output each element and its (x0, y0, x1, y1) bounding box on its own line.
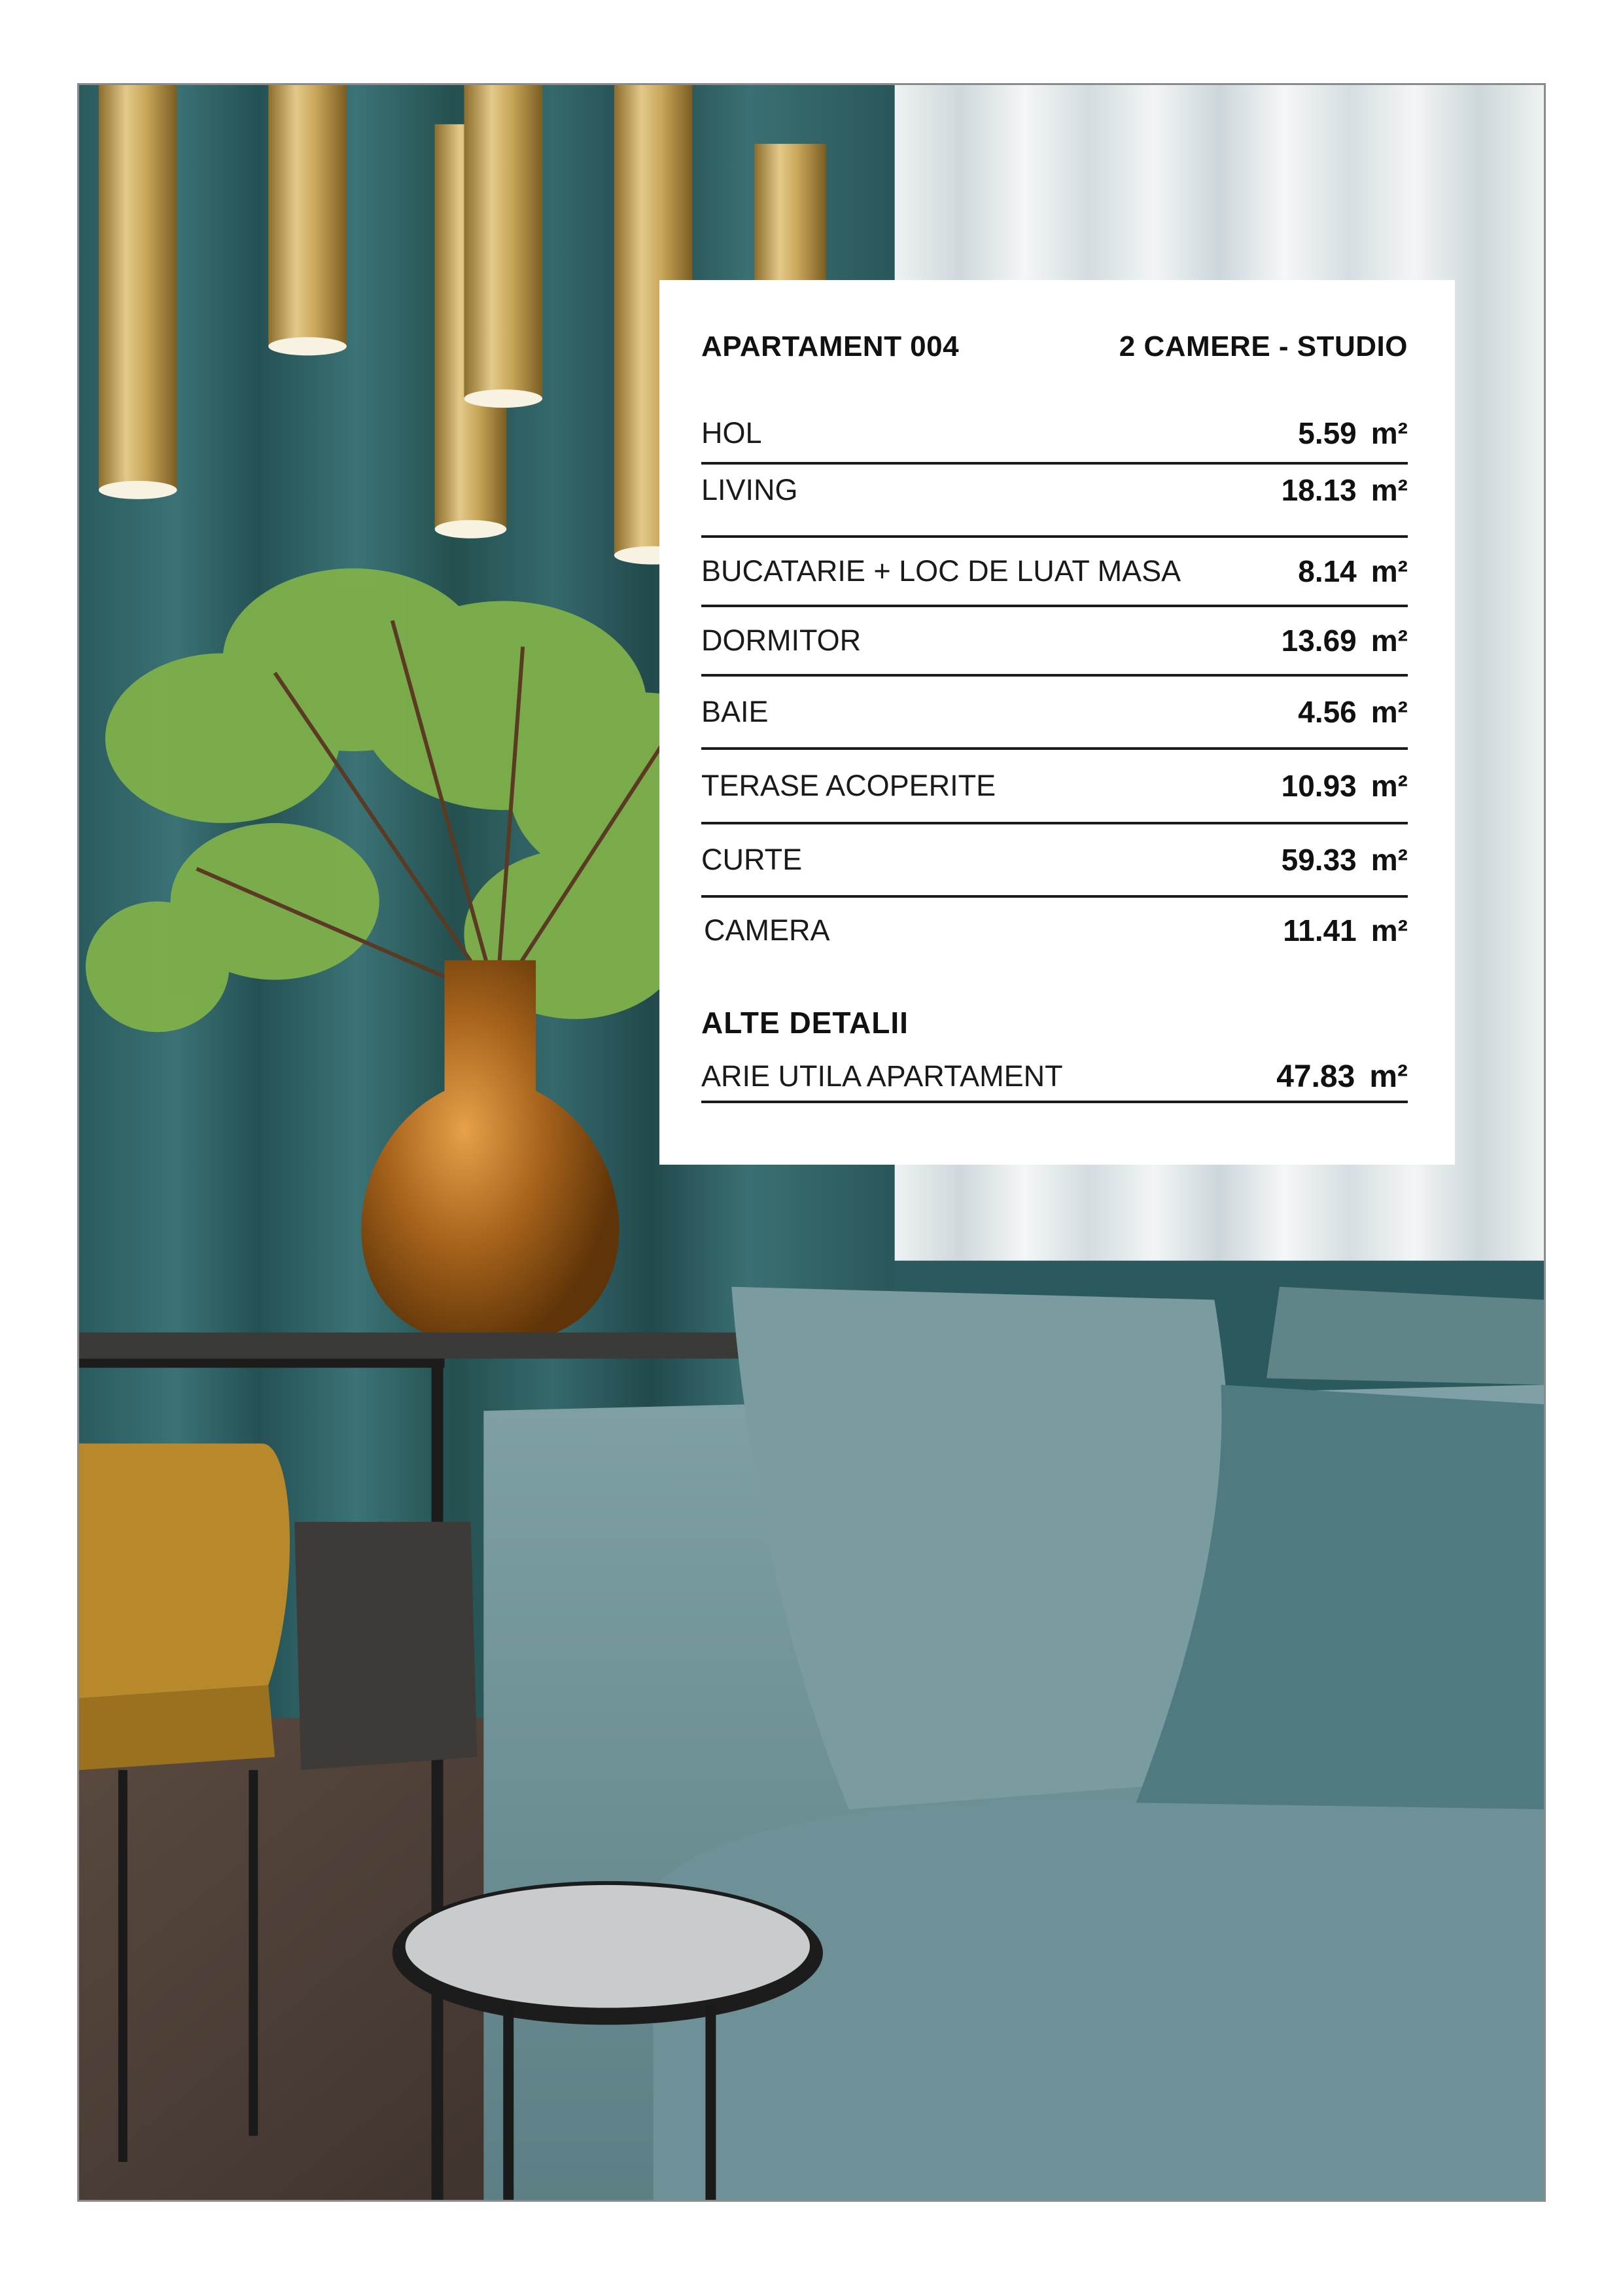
room-area: 8.14 m² (1298, 554, 1408, 588)
room-area: 4.56 m² (1298, 695, 1408, 729)
room-label: HOL (701, 416, 762, 450)
room-area: 13.69 m² (1281, 624, 1408, 658)
room-label: BAIE (701, 695, 769, 728)
mustard-chair (79, 1443, 290, 1698)
room-area: 5.59 m² (1298, 416, 1408, 450)
room-area: 11.41 m² (1283, 913, 1408, 947)
useful-area-label: ARIE UTILA APARTAMENT (701, 1059, 1063, 1093)
room-label: LIVING (701, 473, 798, 506)
apartment-spec-card (659, 280, 1455, 1165)
room-area: 59.33 m² (1281, 843, 1408, 877)
room-label: BUCATARIE + LOC DE LUAT MASA (701, 554, 1181, 588)
room-row-camera (701, 898, 1408, 963)
room-label: CURTE (701, 843, 803, 876)
useful-area-row (701, 1052, 1408, 1103)
card-header (701, 327, 1408, 366)
room-list (701, 404, 1408, 963)
room-row-living (701, 465, 1408, 538)
useful-area-value: 47.83 m² (1276, 1059, 1408, 1094)
room-row-hol (701, 404, 1408, 465)
room-row-baie (701, 677, 1408, 750)
other-details-title: ALTE DETALII (701, 1006, 909, 1040)
room-row-terase (701, 750, 1408, 824)
room-area: 18.13 m² (1281, 473, 1408, 507)
room-row-dormitor (701, 607, 1408, 677)
room-row-bucatarie (701, 538, 1408, 607)
room-label: TERASE ACOPERITE (701, 769, 996, 802)
room-area: 10.93 m² (1281, 769, 1408, 803)
apartment-type: 2 CAMERE - STUDIO (1119, 330, 1408, 362)
apartment-title: APARTAMENT 004 (701, 330, 960, 362)
room-label: DORMITOR (701, 624, 862, 657)
room-label: CAMERA (704, 913, 830, 947)
room-row-curte (701, 824, 1408, 898)
